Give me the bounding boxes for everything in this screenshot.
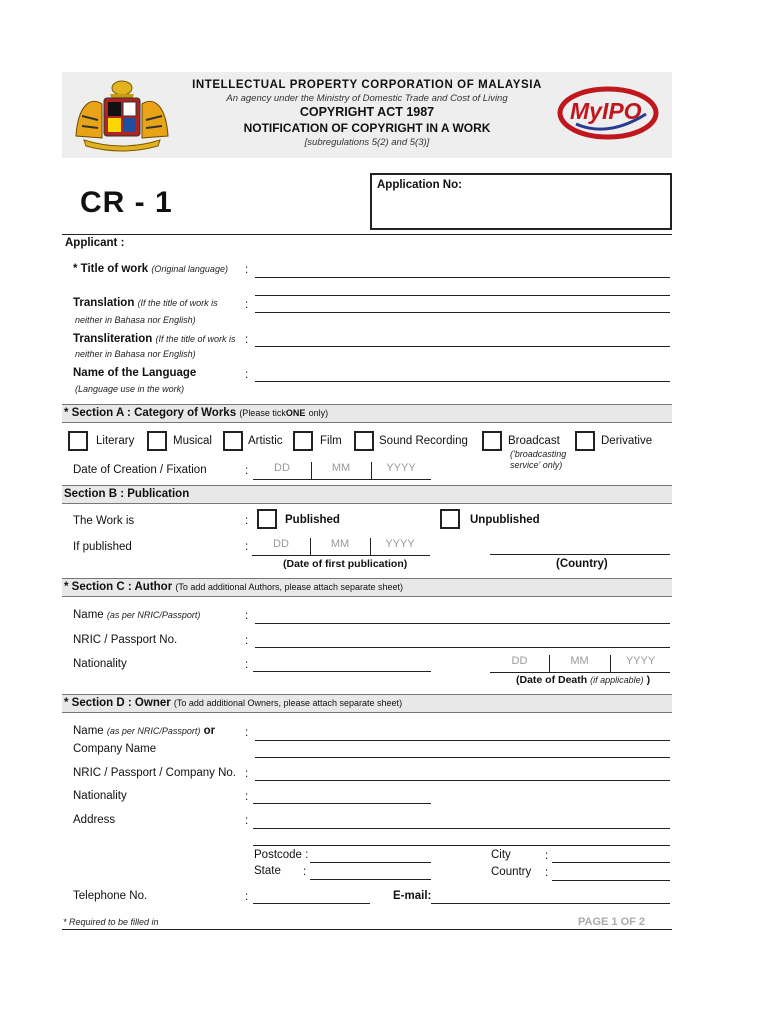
owner-nric-field[interactable]	[255, 780, 670, 781]
email-label: E-mail:	[393, 890, 432, 902]
colon: :	[245, 791, 249, 803]
colon: :	[245, 369, 249, 381]
section-a-note-pre: (Please tick	[239, 408, 286, 418]
author-nationality-label: Nationality	[73, 658, 127, 670]
owner-name-label	[73, 725, 215, 737]
broadcast-label: Broadcast	[508, 435, 560, 447]
date-of-death-field[interactable]	[490, 655, 670, 673]
section-c-heading: * Section C : Author	[64, 581, 173, 593]
application-no-box[interactable]	[370, 173, 672, 230]
section-a-heading: * Section A : Category of Works	[64, 407, 237, 419]
section-d-note: (To add additional Owners, please attach separate sheet)	[173, 698, 403, 708]
section-d-heading: * Section D : Owner	[64, 697, 171, 709]
colon: :	[245, 264, 249, 276]
owner-name-text: Name	[73, 725, 104, 737]
musical-checkbox[interactable]	[147, 431, 167, 451]
footer-divider	[62, 929, 672, 930]
author-name-field[interactable]	[255, 623, 670, 624]
date-of-death-close: )	[646, 674, 651, 686]
yyyy-placeholder: YYYY	[385, 538, 415, 550]
transliteration-note-2: neither in Bahasa nor English)	[75, 349, 196, 359]
colon: :	[245, 727, 249, 739]
country-of-publication-field[interactable]	[490, 554, 670, 555]
section-d-title	[64, 697, 402, 709]
date-of-creation-field[interactable]	[253, 462, 431, 480]
owner-nationality-field[interactable]	[253, 803, 431, 804]
if-published-label: If published	[73, 541, 132, 553]
section-a-note-one: ONE	[285, 408, 306, 418]
colon: :	[245, 541, 249, 553]
postcode-field[interactable]	[310, 862, 431, 863]
yyyy-placeholder: YYYY	[386, 462, 416, 474]
country-field[interactable]	[552, 880, 670, 881]
mm-placeholder: MM	[331, 462, 351, 474]
work-is-label: The Work is	[73, 515, 135, 527]
colon: :	[545, 867, 549, 879]
owner-name-note: (as per NRIC/Passport)	[106, 726, 201, 736]
date-of-death-caption	[516, 674, 650, 686]
applicant-heading: Applicant :	[65, 237, 125, 249]
title-of-work-field-1[interactable]	[255, 277, 670, 278]
date-of-first-publication-caption: (Date of first publication)	[283, 558, 408, 570]
email-field[interactable]	[431, 903, 670, 904]
translation-text: Translation	[73, 297, 135, 309]
transliteration-label	[73, 333, 235, 345]
section-a-title	[64, 407, 328, 419]
date-of-creation-label: Date of Creation / Fixation	[73, 464, 207, 476]
dd-placeholder: DD	[273, 538, 289, 550]
colon: :	[245, 465, 249, 477]
owner-address-field-1[interactable]	[253, 828, 670, 829]
colon: :	[245, 815, 249, 827]
colon: :	[245, 635, 249, 647]
artistic-label: Artistic	[248, 435, 283, 447]
divider	[62, 234, 672, 235]
regulations-note: [subregulations 5(2) and 5(3)]	[304, 137, 430, 148]
postcode-label: Postcode :	[254, 849, 309, 861]
colon: :	[245, 768, 249, 780]
transliteration-field[interactable]	[255, 346, 670, 347]
myipo-logo-text: MyIPO	[570, 98, 642, 124]
title-of-work-field-2[interactable]	[255, 295, 670, 296]
owner-address-field-2[interactable]	[253, 845, 670, 846]
owner-nric-label: NRIC / Passport / Company No.	[73, 767, 236, 779]
unpublished-label: Unpublished	[470, 514, 540, 526]
translation-field[interactable]	[255, 312, 670, 313]
owner-or-text: or	[203, 725, 216, 737]
title-of-work-note: (Original language)	[151, 264, 228, 274]
mm-placeholder: MM	[330, 538, 350, 550]
author-nationality-field[interactable]	[253, 671, 431, 672]
application-no-label: Application No:	[377, 179, 462, 191]
sound-recording-label: Sound Recording	[379, 435, 468, 447]
broadcast-note-2: service' only)	[510, 460, 563, 470]
colon: :	[245, 610, 249, 622]
author-name-text: Name	[73, 609, 104, 621]
section-a-note-post: only)	[308, 408, 329, 418]
colon: :	[545, 850, 549, 862]
language-label: Name of the Language	[73, 367, 197, 379]
section-c-title	[64, 581, 403, 593]
section-b-header	[62, 485, 672, 504]
section-c-header	[62, 578, 672, 597]
colon: :	[245, 334, 249, 346]
language-field[interactable]	[255, 381, 670, 382]
section-b-heading: Section B : Publication	[64, 488, 190, 500]
date-of-death-note: (if applicable)	[590, 675, 644, 685]
country-caption: (Country)	[556, 558, 608, 570]
owner-name-field-1[interactable]	[255, 740, 670, 741]
agency-subtitle: An agency under the Ministry of Domestic Trade and Cost of Living	[226, 93, 508, 104]
author-nric-field[interactable]	[255, 647, 670, 648]
dd-placeholder: DD	[274, 462, 290, 474]
state-label: State	[254, 865, 281, 877]
colon: :	[245, 299, 249, 311]
colon: :	[245, 891, 249, 903]
literary-checkbox[interactable]	[68, 431, 88, 451]
broadcast-note-1: ('broadcasting	[510, 449, 567, 459]
company-name-label: Company Name	[73, 743, 157, 755]
author-name-note: (as per NRIC/Passport)	[106, 610, 201, 620]
section-c-note: (To add additional Authors, please attach separate sheet)	[175, 582, 404, 592]
translation-label	[73, 297, 218, 309]
colon: :	[245, 659, 249, 671]
form-code: CR - 1	[80, 186, 173, 219]
translation-note: (If the title of work is	[137, 298, 218, 308]
dd-placeholder: DD	[511, 655, 528, 667]
unpublished-checkbox[interactable]	[440, 509, 460, 529]
country-label: Country	[491, 866, 532, 878]
organization-name: INTELLECTUAL PROPERTY CORPORATION OF MALAYSIA	[192, 79, 542, 91]
date-of-publication-field[interactable]	[252, 538, 430, 556]
musical-label: Musical	[173, 435, 212, 447]
published-label: Published	[285, 514, 340, 526]
myipo-logo	[556, 84, 660, 142]
yyyy-placeholder: YYYY	[625, 655, 656, 667]
translation-note-2: neither in Bahasa nor English)	[75, 315, 196, 325]
section-d-header	[62, 694, 672, 713]
published-checkbox[interactable]	[257, 509, 277, 529]
author-name-label	[73, 609, 200, 621]
act-title: COPYRIGHT ACT 1987	[299, 105, 435, 119]
artistic-checkbox[interactable]	[223, 431, 243, 451]
city-field[interactable]	[552, 862, 670, 863]
telephone-field[interactable]	[253, 903, 370, 904]
film-checkbox[interactable]	[293, 431, 313, 451]
section-a-header	[62, 404, 672, 423]
broadcast-checkbox[interactable]	[482, 431, 502, 451]
title-of-work-text: * Title of work	[73, 263, 149, 275]
telephone-label: Telephone No.	[73, 890, 148, 902]
required-note: * Required to be filled in	[63, 917, 159, 927]
date-of-death-text: (Date of Death	[516, 674, 588, 686]
state-field[interactable]	[310, 879, 431, 880]
page-number: PAGE 1 OF 2	[578, 916, 646, 928]
owner-address-label: Address	[73, 814, 116, 826]
city-label: City	[491, 849, 511, 861]
notification-title: NOTIFICATION OF COPYRIGHT IN A WORK	[243, 121, 491, 135]
language-note: (Language use in the work)	[75, 384, 185, 394]
title-of-work-label	[73, 263, 228, 275]
literary-label: Literary	[96, 435, 135, 447]
colon: :	[245, 515, 249, 527]
author-nric-label: NRIC / Passport No.	[73, 634, 178, 646]
colon: :	[303, 866, 307, 878]
owner-nationality-label: Nationality	[73, 790, 127, 802]
derivative-label: Derivative	[601, 435, 653, 447]
mm-placeholder: MM	[570, 655, 589, 667]
derivative-checkbox[interactable]	[575, 431, 595, 451]
owner-name-field-2[interactable]	[255, 757, 670, 758]
transliteration-note: (If the title of work is	[155, 334, 236, 344]
film-label: Film	[320, 435, 342, 447]
transliteration-text: Transliteration	[73, 333, 153, 345]
sound-recording-checkbox[interactable]	[354, 431, 374, 451]
